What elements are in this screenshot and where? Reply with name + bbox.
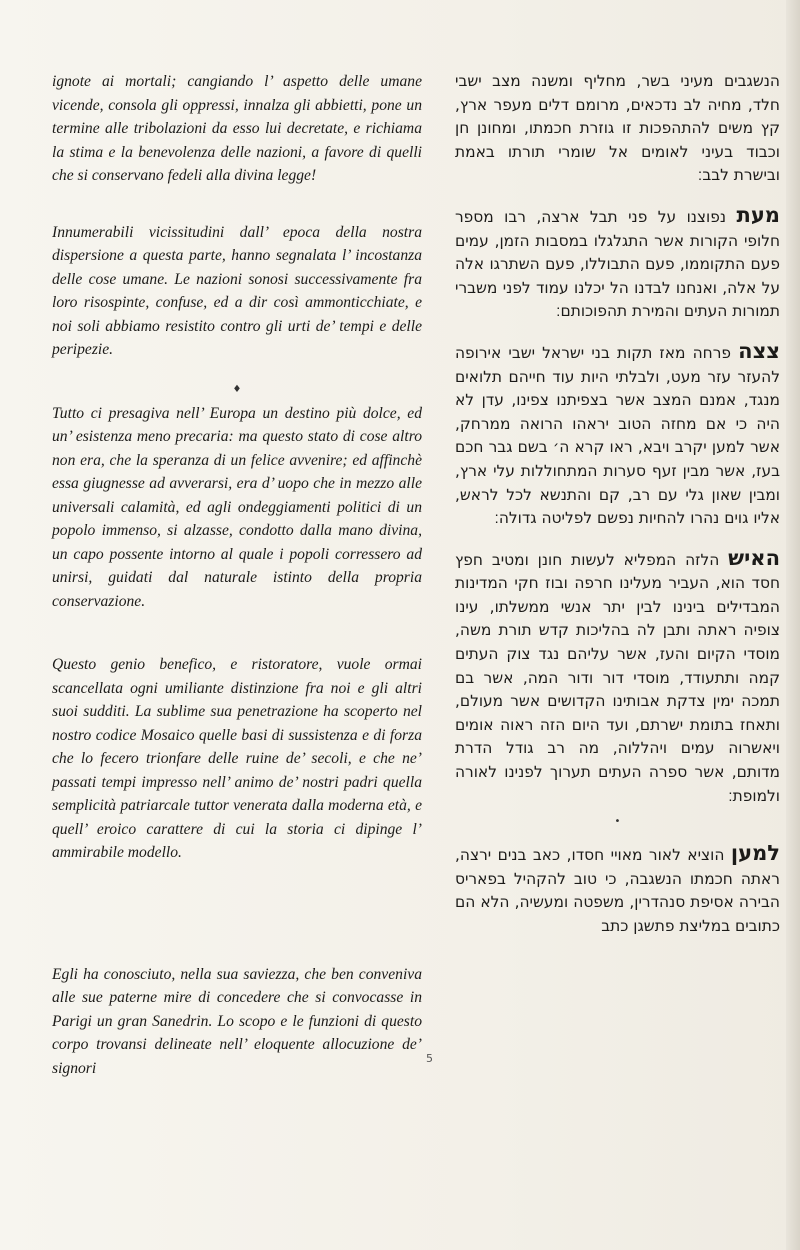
italian-column (52, 70, 422, 1200)
hebrew-ornament: • (614, 816, 621, 828)
hebrew-column (455, 70, 780, 1200)
section-ornament: ♦ (232, 383, 242, 395)
hebrew-paragraph-1: הנשגבים מעיני בשר, מחליף ומשנה מצב ישבי חלד, מחיה לב נדכאים, מרומם דלים מעפר ארץ, קץ משים להתהפכות זו גוזרת חכמתו, ומחונן חן וכבוד בעיני לאומים אל שומרי תורתו באמת ובישרת לבב׃ (455, 72, 780, 185)
italian-paragraph-3: Tutto ci presagiva nell’ Europa un destino più dolce, ed un’ esistenza meno precaria: ma questo stato di cose altro non era, che la speranza di un felice avvenire; ed affinchè essa giugnesse ad avverarsi, era d’ uopo che in mezzo alle universali calamità, ed agli ondeggiamenti politici di un popolo immenso, si alzasse, condotto dalla mano divina, un capo possente intorno al quale i popoli corressero ad unirsi, guidati dal naturale istinto della propria conservazione. (52, 404, 422, 610)
hebrew-paragraph-3-lead: צצה (738, 338, 780, 363)
hebrew-paragraph-4-lead: האיש (728, 545, 780, 570)
hebrew-paragraph-3-text: פרחה מאז תקות בני ישראל ישבי אירופה להעזר עזר מעט, ולבלתי היות עוד חייהם תלואים מנגד, אמנם המצב אשר בצפיתנו צפינו, עדן לא היה כי אם מחזה הטוב יראהו הרואה ממרחק, אשר למען יקרב ויבא, ראו קרא ה׳ בשם גבר חכם בעז, אשר מבין זעף סערות המתחוללות עלי ארץ, ומבין שאון גלי עם רב, קם והתנשא לכל לראש, אליו גוים נהרו להחיות נפשם לפליטה גדולה׃ (455, 343, 780, 528)
hebrew-paragraph-5-text: הוציא לאור מאויי חסדו, כאב בנים ירצה, ראתה חכמתו הנשגבה, כי טוב להקהיל בפאריס הבירה אסיפת סנהדרין, משפטה ומעשיה, הלא הם כתובים במליצת פתשגן כתב (455, 846, 780, 935)
hebrew-paragraph-2-lead: מעת (736, 202, 780, 227)
italian-paragraph-1: ignote ai mortali; cangiando l’ aspetto delle umane vicende, consola gli oppressi, innalza gli abbietti, pone un termine alle tribolazioni da esso lui decretate, e richiama la stima e la benevolenza delle nazioni, a favore di quelli che si conservano fedeli alla divina legge! (52, 73, 422, 184)
hebrew-paragraph-2-text: נפוצנו על פני תבל ארצה, רבו מספר חלופי הקורות אשר התגלגלו במסבות הזמן, עמים פעם התקוממו, פעם התבוללו, פעם השתרגו אלה על אלה, ואנחנו לבדנו הל יכלנו עמוד לפני משברי תמורות העתים והמירת תהפוכותם׃ (455, 207, 780, 321)
hebrew-paragraph-5 (455, 842, 780, 938)
hebrew-paragraph-5-lead: למען (730, 841, 780, 866)
hebrew-paragraph-2 (455, 204, 780, 324)
hebrew-paragraph-4-text: הלזה המפליא לעשות חונן ומטיב חפץ חסד הוא, העביר מעלינו חרפה ובוז חקי המדינות המבדילים בינינו לבין יתר אנשי ממשלתו, עינו צופיה ראתה ותבן לה בהליכות קדש תורת משה, מוסדי הקיום והעז, אשר עליהם נגד צוק העתים קמה ותתעודד, מוסדי דור ודור המה, אשר בם תמכה ימין צדקת אבותינו הקדושים אשר מעולם, ותאחז בתומת ישרתם, ועד היום הזה ראוה אומים ויאשרוה עמים ויהללוה, מה רב גודל הדרת מדותם, אשר ספרה העתים תערוך לפנינו לאורה ולמופת׃ (455, 550, 780, 805)
italian-paragraph-5: Egli ha conosciuto, nella sua saviezza, che ben conveniva alle sue paterne mire di concedere che si convocasse in Parigi un gran Sanedrin. Lo scopo e le funzioni di questo corpo trovansi delineate nell’ eloquente allocuzione de’ signori (52, 965, 422, 1077)
hebrew-paragraph-4 (455, 547, 780, 809)
hebrew-paragraph-3 (455, 340, 780, 531)
page-mark: 5 (426, 1052, 433, 1065)
italian-paragraph-4: Questo genio benefico, e ristoratore, vuole ormai scancellata ogni umiliante distinzione fra noi e gli altri suoi sudditi. La sublime sua penetrazione ha scoperto nel nostro codice Mosaico quelle basi di sussistenza e di forza che lo fecero trionfare delle ruine de’ secoli, e che ne’ passati tempi impresso nell’ animo de’ nostri padri quella semplicità patriarcale tuttor venerata dalla moderna età, e quell’ eroico carattere di cui la storia ci dipinge l’ ammirabile modello. (52, 656, 422, 861)
italian-paragraph-2: Innumerabili vicissitudini dall’ epoca della nostra dispersione a questa parte, hanno segnalata l’ incostanza delle cose umane. Le nazioni sonosi successivamente fra loro risospinte, confuse, ed a dir così ammonticchiate, e noi soli abbiamo resistito contro gli urti de’ tempi e delle peripezie. (52, 223, 422, 358)
page-binding-edge (786, 0, 800, 1250)
